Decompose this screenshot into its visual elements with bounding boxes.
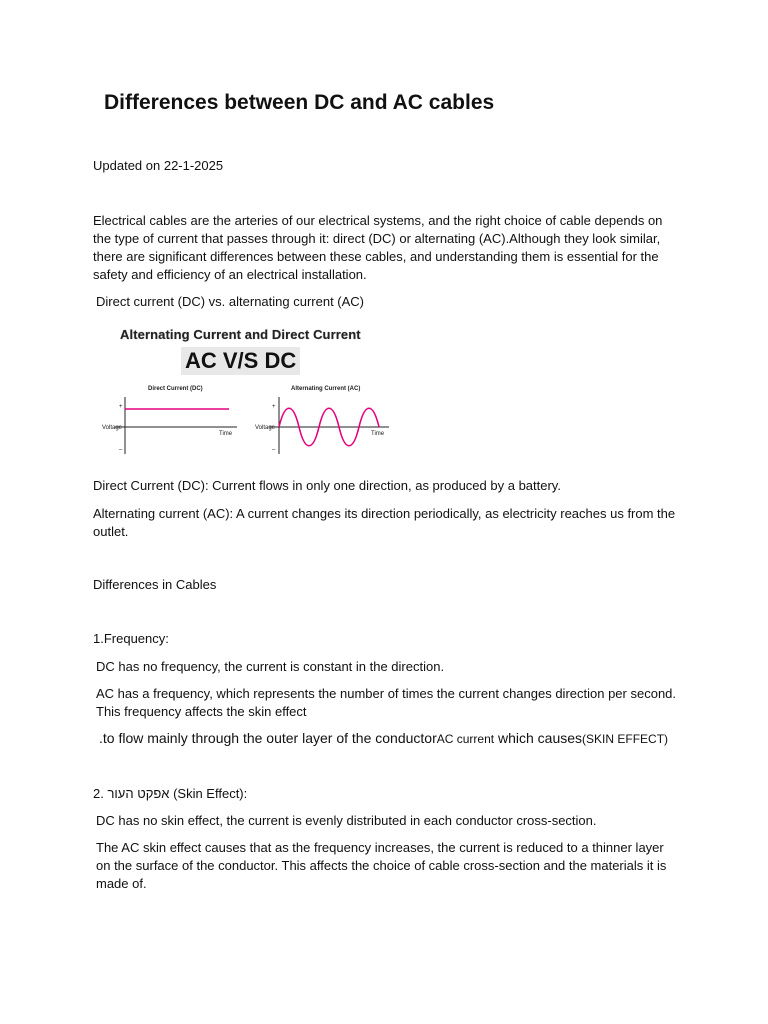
skin-effect-dc-text: DC has no skin effect, the current is evenly distributed in each conductor cross-section. xyxy=(96,813,597,828)
dc-plus-label: + xyxy=(119,404,123,410)
mixed-part-2: AC current xyxy=(436,732,495,746)
dc-vs-ac-subheading: Direct current (DC) vs. alternating current (AC) xyxy=(96,294,365,309)
dc-voltage-label: Voltage xyxy=(102,425,123,431)
frequency-ac-text: AC has a frequency, which represents the number of times the current changes direction per second. This frequency affects the skin effect xyxy=(96,686,677,719)
intro-paragraph: Electrical cables are the arteries of our electrical systems, and the right choice of cable depends on the type of current that passes through it: direct (DC) or alternating (AC).Although they look similar, there are significant differences between these cables, and understanding them is essential for the safety and efficiency of an electrical installation. xyxy=(93,213,663,282)
ac-dc-figure xyxy=(95,322,395,464)
mixed-part-1: .to flow mainly through the outer layer of the conductor xyxy=(99,730,437,746)
ac-graph-title: Alternating Current (AC) xyxy=(291,386,361,392)
section-heading: Differences in Cables xyxy=(93,577,217,592)
ac-plus-label: + xyxy=(272,404,276,410)
skin-effect-ac-text: The AC skin effect causes that as the frequency increases, the current is reduced to a thinner layer on the surface of the conductor. This affects the choice of cable cross-section and the materials it is made of. xyxy=(96,840,667,891)
page-title: Differences between DC and AC cables xyxy=(104,91,495,114)
dc-minus-label: – xyxy=(119,447,123,453)
waveform-graphs xyxy=(95,322,395,464)
skin-effect-heading: 2. אפקט העור (Skin Effect): xyxy=(93,786,248,801)
figure-heading: Alternating Current and Direct Current xyxy=(120,327,361,342)
figure-subheading: AC V/S DC xyxy=(181,347,300,375)
frequency-dc-text: DC has no frequency, the current is constant in the direction. xyxy=(96,659,445,674)
dc-graph-title: Direct Current (DC) xyxy=(148,386,203,392)
mixed-part-4: (SKIN EFFECT) xyxy=(582,732,669,746)
mixed-part-3: which causes xyxy=(494,730,583,746)
dc-definition: Direct Current (DC): Current flows in only one direction, as produced by a battery. xyxy=(93,478,561,493)
frequency-heading: 1.Frequency: xyxy=(93,631,169,646)
skin-effect-mixed-line xyxy=(99,730,668,746)
dc-time-label: Time xyxy=(219,431,233,437)
ac-time-label: Time xyxy=(371,431,385,437)
ac-definition: Alternating current (AC): A current changes its direction periodically, as electricity reaches us from the outlet. xyxy=(93,506,676,539)
ac-voltage-label: Voltage xyxy=(255,425,276,431)
updated-date: Updated on 22-1-2025 xyxy=(93,158,224,173)
ac-minus-label: – xyxy=(272,447,276,453)
